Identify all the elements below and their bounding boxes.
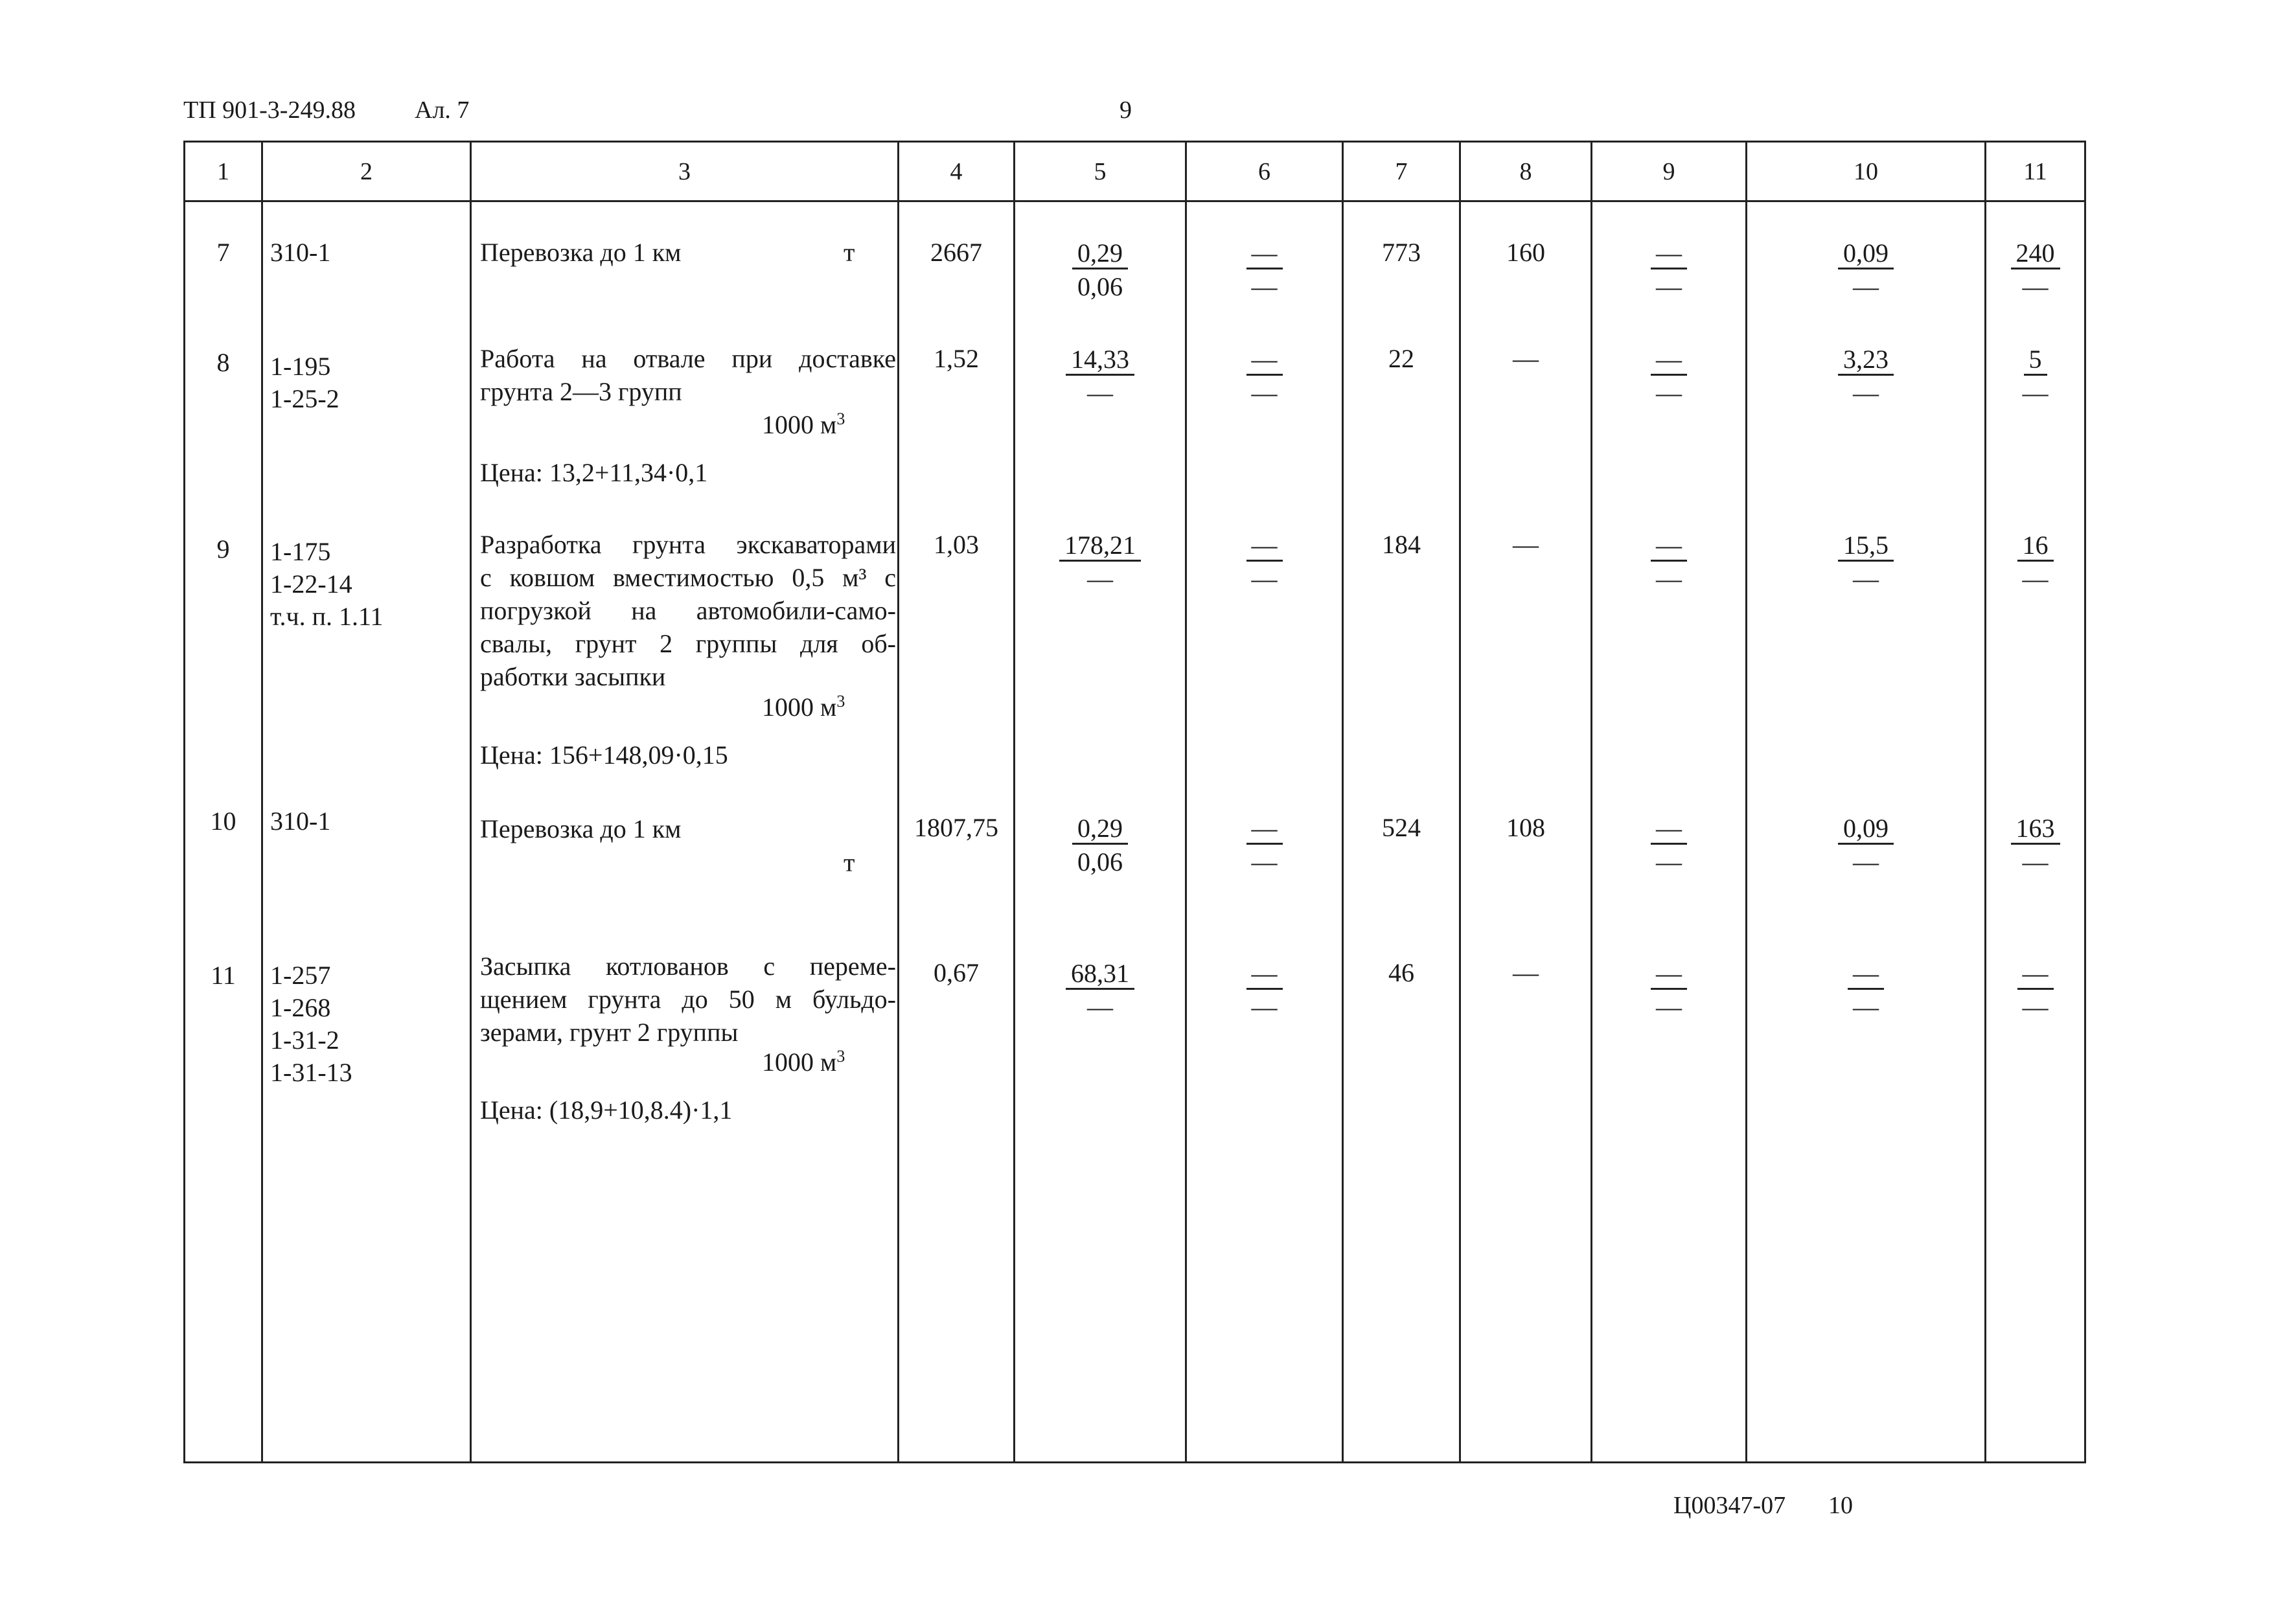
quantity: 2667	[930, 238, 982, 267]
fraction-bottom: —	[1656, 272, 1682, 301]
norm-code: 1-31-2	[270, 1025, 339, 1055]
fraction-top: 0,29	[1072, 814, 1128, 845]
col-divider	[1459, 141, 1461, 1463]
col11-fraction	[1986, 237, 2084, 303]
fraction-top: 16	[2017, 531, 2054, 562]
description-line: щением грунта до 50 м бульдо-	[480, 985, 896, 1014]
col6-fraction	[1187, 237, 1342, 303]
col8-value: 108	[1506, 813, 1545, 842]
fraction-top: —	[1651, 531, 1687, 562]
col-divider	[261, 141, 263, 1463]
col-divider	[1013, 141, 1015, 1463]
fraction-top: 0,09	[1838, 239, 1894, 269]
footer-code: Ц00347-07	[1673, 1492, 1786, 1519]
fraction-bottom: —	[2022, 992, 2049, 1022]
fraction-top: —	[1246, 814, 1283, 845]
fraction-top: 68,31	[1066, 959, 1134, 990]
col-divider	[470, 141, 472, 1463]
column-header: 5	[1094, 158, 1107, 185]
fraction-top: —	[1651, 239, 1687, 269]
fraction-top: 5	[2024, 345, 2047, 376]
unit-text: 1000 м	[762, 410, 837, 439]
total-cost: 46	[1388, 958, 1414, 987]
fraction-bottom: —	[1251, 378, 1278, 407]
fraction-bottom: 0,06	[1077, 272, 1123, 301]
description-line: с ковшом вместимостью 0,5 м³ с	[480, 563, 896, 592]
fraction-bottom: —	[2022, 564, 2049, 593]
footer-page-number: 10	[1828, 1492, 1853, 1519]
description-line: Засыпка котлованов с переме-	[480, 952, 896, 981]
norm-code: 1-268	[270, 993, 331, 1022]
unit	[762, 1046, 845, 1079]
unit-text: 1000 м	[762, 1047, 837, 1077]
row-number: 10	[210, 806, 236, 836]
unit	[762, 408, 845, 442]
col-divider	[1984, 141, 1986, 1463]
col11-fraction	[1986, 529, 2084, 595]
column-header: 4	[950, 158, 963, 185]
row-number: 9	[216, 534, 230, 564]
quantity: 1,52	[934, 344, 979, 373]
description-line: свалы, грунт 2 группы для об-	[480, 629, 896, 658]
col10-fraction	[1747, 957, 1984, 1024]
col8-value: —	[1513, 958, 1539, 987]
norm-code: 310-1	[270, 806, 331, 836]
column-header: 6	[1258, 158, 1270, 185]
fraction-bottom: —	[1087, 564, 1113, 593]
unit-text: 1000 м	[762, 692, 837, 722]
fraction-bottom: —	[1251, 847, 1278, 876]
row-number: 11	[211, 961, 236, 990]
document-code: ТП 901-3-249.88	[183, 97, 356, 124]
work-description: Перевозка до 1 км	[480, 814, 682, 843]
row-number: 8	[216, 348, 230, 377]
fraction-bottom: —	[1853, 992, 1879, 1022]
fraction-bottom: —	[1656, 992, 1682, 1022]
col10-fraction	[1747, 237, 1984, 303]
unit	[762, 691, 845, 724]
col9-fraction	[1592, 237, 1745, 303]
fraction-top: —	[1651, 814, 1687, 845]
fraction-bottom: —	[1656, 378, 1682, 407]
col9-fraction	[1592, 343, 1745, 409]
fraction-top: —	[1246, 959, 1283, 990]
col11-fraction	[1986, 812, 2084, 878]
norm-code: 310-1	[270, 238, 331, 267]
col11-fraction	[1986, 957, 2084, 1024]
column-header: 10	[1854, 158, 1878, 185]
col10-fraction	[1747, 812, 1984, 878]
work-description	[480, 528, 896, 693]
fraction-bottom: —	[1087, 992, 1113, 1022]
fraction-bottom: —	[2022, 272, 2049, 301]
work-description: Перевозка до 1 км	[480, 238, 682, 267]
page-number: 9	[1120, 97, 1132, 124]
norm-code: 1-195	[270, 352, 331, 381]
column-header: 11	[2023, 158, 2047, 185]
norm-code: 1-22-14	[270, 569, 352, 599]
fraction-bottom: —	[1656, 847, 1682, 876]
price-formula: Цена: 156+148,09·0,15	[480, 740, 728, 770]
col6-fraction	[1187, 529, 1342, 595]
col6-fraction	[1187, 812, 1342, 878]
quantity: 1,03	[934, 530, 979, 559]
col-divider	[897, 141, 899, 1463]
col6-fraction	[1187, 957, 1342, 1024]
total-cost: 22	[1388, 344, 1414, 373]
fraction-bottom: —	[2022, 847, 2049, 876]
col-divider	[1342, 141, 1344, 1463]
description-line: Разработка грунта экскаваторами	[480, 530, 896, 559]
fraction-top: —	[1651, 959, 1687, 990]
fraction-top: 240	[2011, 239, 2060, 269]
column-header: 7	[1395, 158, 1408, 185]
unit-superscript: 3	[836, 692, 845, 711]
fraction-bottom: —	[1251, 564, 1278, 593]
fraction-bottom: —	[1853, 378, 1879, 407]
fraction-top: —	[1246, 345, 1283, 376]
norm-code: 1-25-2	[270, 384, 339, 413]
norm-code: 1-175	[270, 537, 331, 566]
fraction-top: 14,33	[1066, 345, 1134, 376]
norm-code: т.ч. п. 1.11	[270, 602, 384, 631]
col10-fraction	[1747, 529, 1984, 595]
col-divider	[1590, 141, 1592, 1463]
work-description	[480, 342, 896, 408]
fraction-bottom: —	[1853, 847, 1879, 876]
col8-value: —	[1513, 344, 1539, 373]
total-cost: 184	[1382, 530, 1421, 559]
description-line: грунта 2—3 групп	[480, 377, 682, 406]
norm-code: 1-31-13	[270, 1058, 352, 1087]
quantity: 1807,75	[914, 813, 998, 842]
fraction-bottom: —	[1853, 564, 1879, 593]
unit: т	[844, 848, 855, 877]
col9-fraction	[1592, 957, 1745, 1024]
column-header: 8	[1519, 158, 1532, 185]
sheet-label: Ал. 7	[415, 97, 470, 124]
col11-fraction	[1986, 343, 2084, 409]
col-divider	[1745, 141, 1747, 1463]
fraction-top: 0,09	[1838, 814, 1894, 845]
col9-fraction	[1592, 812, 1745, 878]
total-cost: 773	[1382, 238, 1421, 267]
fraction-top: —	[2017, 959, 2054, 990]
column-header: 1	[217, 158, 229, 185]
fraction-bottom: —	[1656, 564, 1682, 593]
fraction-top: 178,21	[1059, 531, 1141, 562]
fraction-top: —	[1246, 531, 1283, 562]
quantity: 0,67	[934, 958, 979, 987]
column-header: 9	[1662, 158, 1675, 185]
fraction-top: 0,29	[1072, 239, 1128, 269]
unit-cost-fraction	[1015, 957, 1185, 1024]
fraction-bottom: —	[1251, 992, 1278, 1022]
description-line: погрузкой на автомобили-само-	[480, 596, 896, 625]
description-line: зерами, грунт 2 группы	[480, 1018, 739, 1047]
col8-value: 160	[1506, 238, 1545, 267]
col-divider	[1185, 141, 1187, 1463]
estimate-table	[183, 141, 2086, 1463]
fraction-top: 163	[2011, 814, 2060, 845]
fraction-top: 15,5	[1838, 531, 1894, 562]
unit-superscript: 3	[836, 1047, 845, 1066]
col6-fraction	[1187, 343, 1342, 409]
fraction-bottom: —	[1087, 378, 1113, 407]
unit: т	[844, 238, 855, 267]
price-formula: Цена: 13,2+11,34·0,1	[480, 458, 708, 487]
description-line: Работа на отвале при доставке	[480, 344, 896, 373]
unit-cost-fraction	[1015, 237, 1185, 303]
total-cost: 524	[1382, 813, 1421, 842]
fraction-top: —	[1651, 345, 1687, 376]
fraction-bottom: —	[1853, 272, 1879, 301]
unit-cost-fraction	[1015, 529, 1185, 595]
work-description	[480, 950, 896, 1049]
fraction-top: —	[1848, 959, 1884, 990]
fraction-bottom: —	[2022, 378, 2049, 407]
description-line: работки засыпки	[480, 662, 666, 691]
column-header: 3	[678, 158, 691, 185]
norm-code: 1-257	[270, 961, 331, 990]
unit-superscript: 3	[836, 409, 845, 428]
row-number: 7	[216, 238, 230, 267]
unit-cost-fraction	[1015, 812, 1185, 878]
column-header: 2	[360, 158, 373, 185]
fraction-top: 3,23	[1838, 345, 1894, 376]
col8-value: —	[1513, 530, 1539, 559]
unit-cost-fraction	[1015, 343, 1185, 409]
fraction-top: —	[1246, 239, 1283, 269]
price-formula: Цена: (18,9+10,8.4)·1,1	[480, 1095, 733, 1125]
col10-fraction	[1747, 343, 1984, 409]
fraction-bottom: —	[1251, 272, 1278, 301]
col9-fraction	[1592, 529, 1745, 595]
fraction-bottom: 0,06	[1077, 847, 1123, 876]
